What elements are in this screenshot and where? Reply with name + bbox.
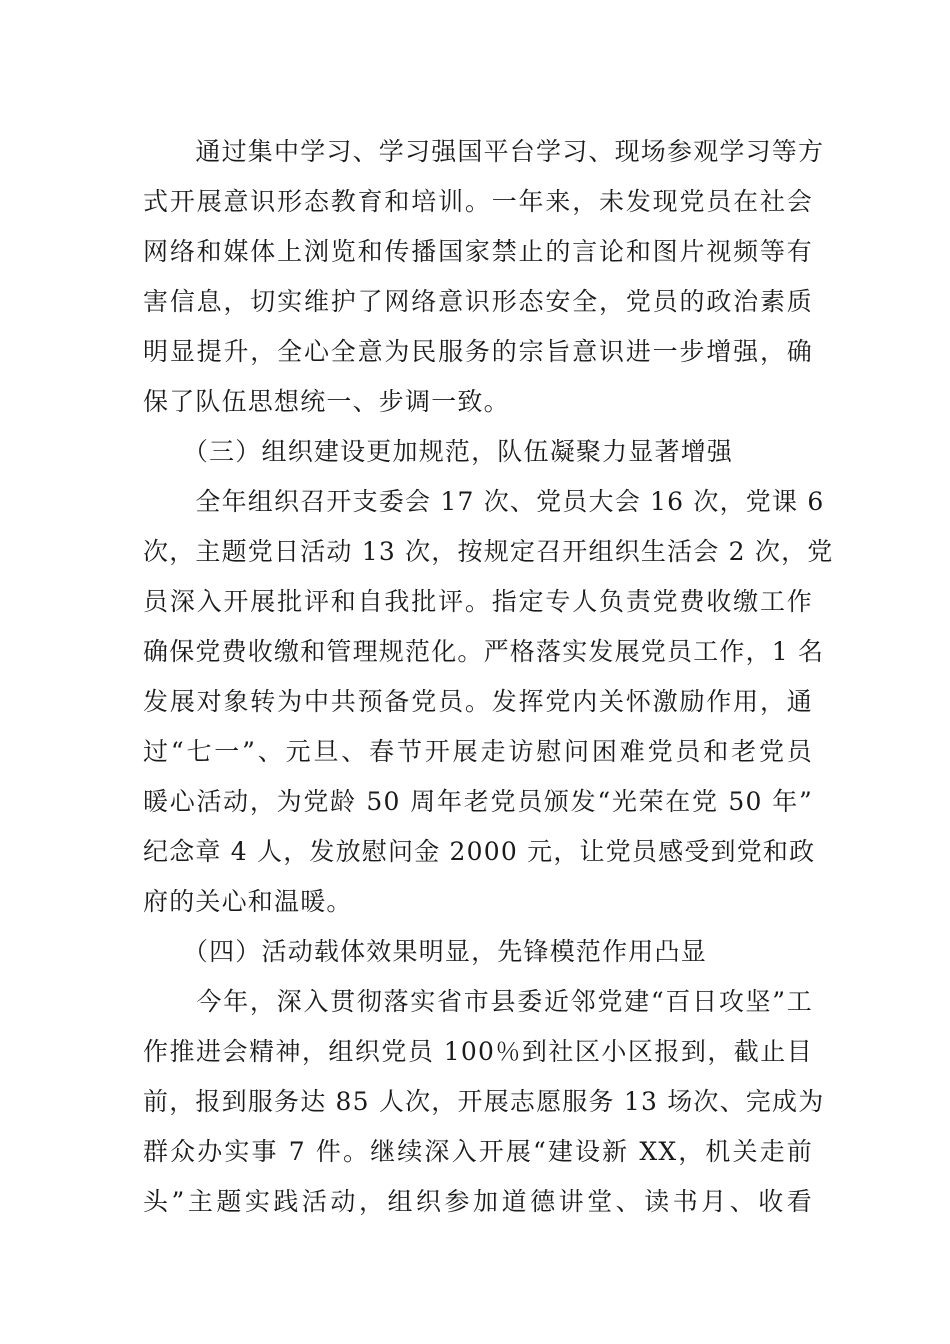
paragraph-line-11: 发展对象转为中共预备党员。发挥党内关怀激励作用，通 [143, 687, 813, 716]
paragraph-line-7: 全年组织召开支委会 17 次、党员大会 16 次，党课 6 [143, 487, 825, 516]
paragraph-line-10: 确保党费收缴和管理规范化。严格落实发展党员工作，1 名 [143, 637, 825, 666]
paragraph-line-17: 作推进会精神，组织党员 100％到社区小区报到，截止目 [143, 1037, 813, 1066]
section-heading-4: （四）活动载体效果明显，先锋模范作用凸显 [143, 937, 707, 966]
paragraph-line-16: 今年，深入贯彻落实省市县委近邻党建“百日攻坚”工 [143, 987, 813, 1016]
paragraph-line-13: 暖心活动，为党龄 50 周年老党员颁发“光荣在党 50 年” [143, 787, 813, 816]
paragraph-line-12: 过“七一”、元旦、春节开展走访慰问困难党员和老党员 [143, 737, 813, 766]
section-heading-3: （三）组织建设更加规范，队伍凝聚力显著增强 [143, 437, 734, 466]
paragraph-line-2: 式开展意识形态教育和培训。一年来，未发现党员在社会 [143, 187, 813, 216]
paragraph-line-6: 保了队伍思想统一、步调一致。 [143, 387, 510, 416]
paragraph-line-14: 纪念章 4 人，发放慰问金 2000 元，让党员感受到党和政 [143, 837, 816, 866]
paragraph-line-4: 害信息，切实维护了网络意识形态安全，党员的政治素质 [143, 287, 813, 316]
paragraph-line-1: 通过集中学习、学习强国平台学习、现场参观学习等方 [143, 137, 825, 166]
paragraph-line-8: 次，主题党日活动 13 次，按规定召开组织生活会 2 次，党 [143, 537, 834, 566]
paragraph-line-20: 头”主题实践活动，组织参加道德讲堂、读书月、收看 [143, 1187, 813, 1216]
paragraph-line-18: 前，报到服务达 85 人次，开展志愿服务 13 场次、完成为 [143, 1087, 825, 1116]
paragraph-line-3: 网络和媒体上浏览和传播国家禁止的言论和图片视频等有 [143, 237, 813, 266]
paragraph-line-15: 府的关心和温暖。 [143, 887, 353, 916]
paragraph-line-5: 明显提升，全心全意为民服务的宗旨意识进一步增强，确 [143, 337, 813, 366]
paragraph-line-19: 群众办实事 7 件。继续深入开展“建设新 XX，机关走前 [143, 1137, 813, 1166]
paragraph-line-9: 员深入开展批评和自我批评。指定专人负责党费收缴工作 [143, 587, 813, 616]
